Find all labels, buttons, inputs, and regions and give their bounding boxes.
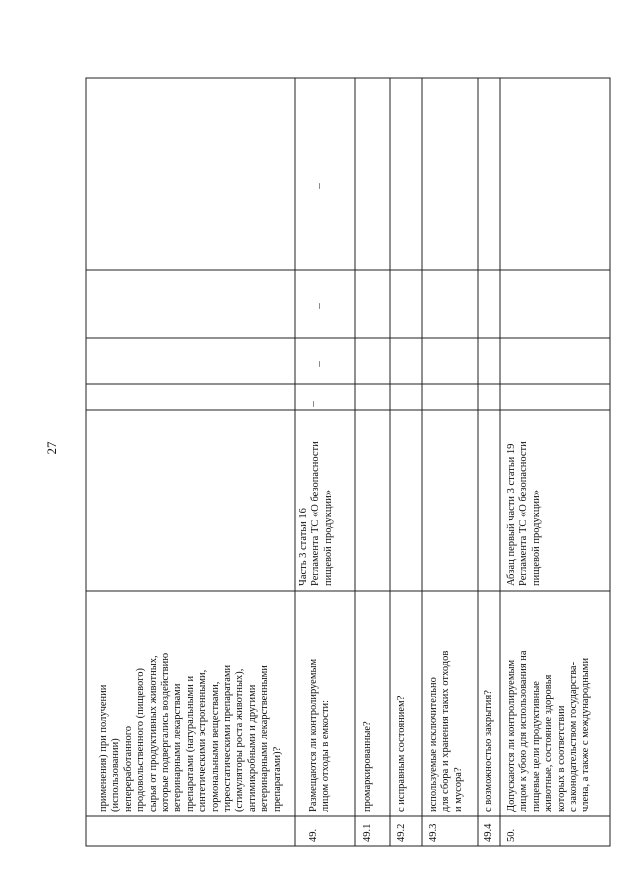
row-49-reference: Часть 3 статьи 16 Регламента ТС «О безопасности пищевой продукции» [298, 441, 334, 586]
row-49-3-question: используемые исключительно для сбора и хранения таких отходов и мусора? [428, 650, 464, 812]
row-50-number: 50. [506, 828, 517, 842]
row-49-4-number: 49.4 [483, 823, 494, 842]
row-49-question: Размещаются ли контролируемым лицом отходы в емкости: [308, 658, 332, 812]
row-49-1-question: промаркированные? [362, 721, 373, 812]
row-49-dash-3: – [312, 303, 325, 309]
row-49-4-question: с возможностью закрытия? [483, 690, 494, 812]
row-49-1-number: 49.1 [362, 823, 373, 842]
row-49-number: 49. [308, 828, 319, 842]
row-49-2-question: с исправным состоянием? [396, 695, 407, 812]
row-49-dash-2: – [312, 361, 325, 367]
row-50-question: Допускаются ли контролируемым лицом к убою для использования на пищевые цели продуктивные животные, состояние здоровья которых в соответствии с законодательством государства- члена, а также с международными [506, 650, 592, 812]
row-49-2-number: 49.2 [396, 823, 407, 842]
row-49-dash-4: – [312, 183, 325, 189]
row-50-reference: Абзац первый части 3 статьи 19 Регламента ТС «О безопасности пищевой продукции» [506, 441, 542, 586]
row-0-question: применения) при получении (использовании) непереработанного продовольственного (пищевого) сырья от продуктивных животных, которые подвергались воздействию ветеринарными лекарствами препаратами (натуральными и синтетическими эстрогенными, гормональными веществами, тиреостатическими препаратами (стимуляторы роста животных), антимикробными и другими ветеринарными лекарственными препаратами)? [98, 652, 283, 812]
row-49-dash-1: – [306, 401, 319, 407]
row-49-3-number: 49.3 [428, 823, 439, 842]
page-number: 27 [44, 441, 59, 455]
